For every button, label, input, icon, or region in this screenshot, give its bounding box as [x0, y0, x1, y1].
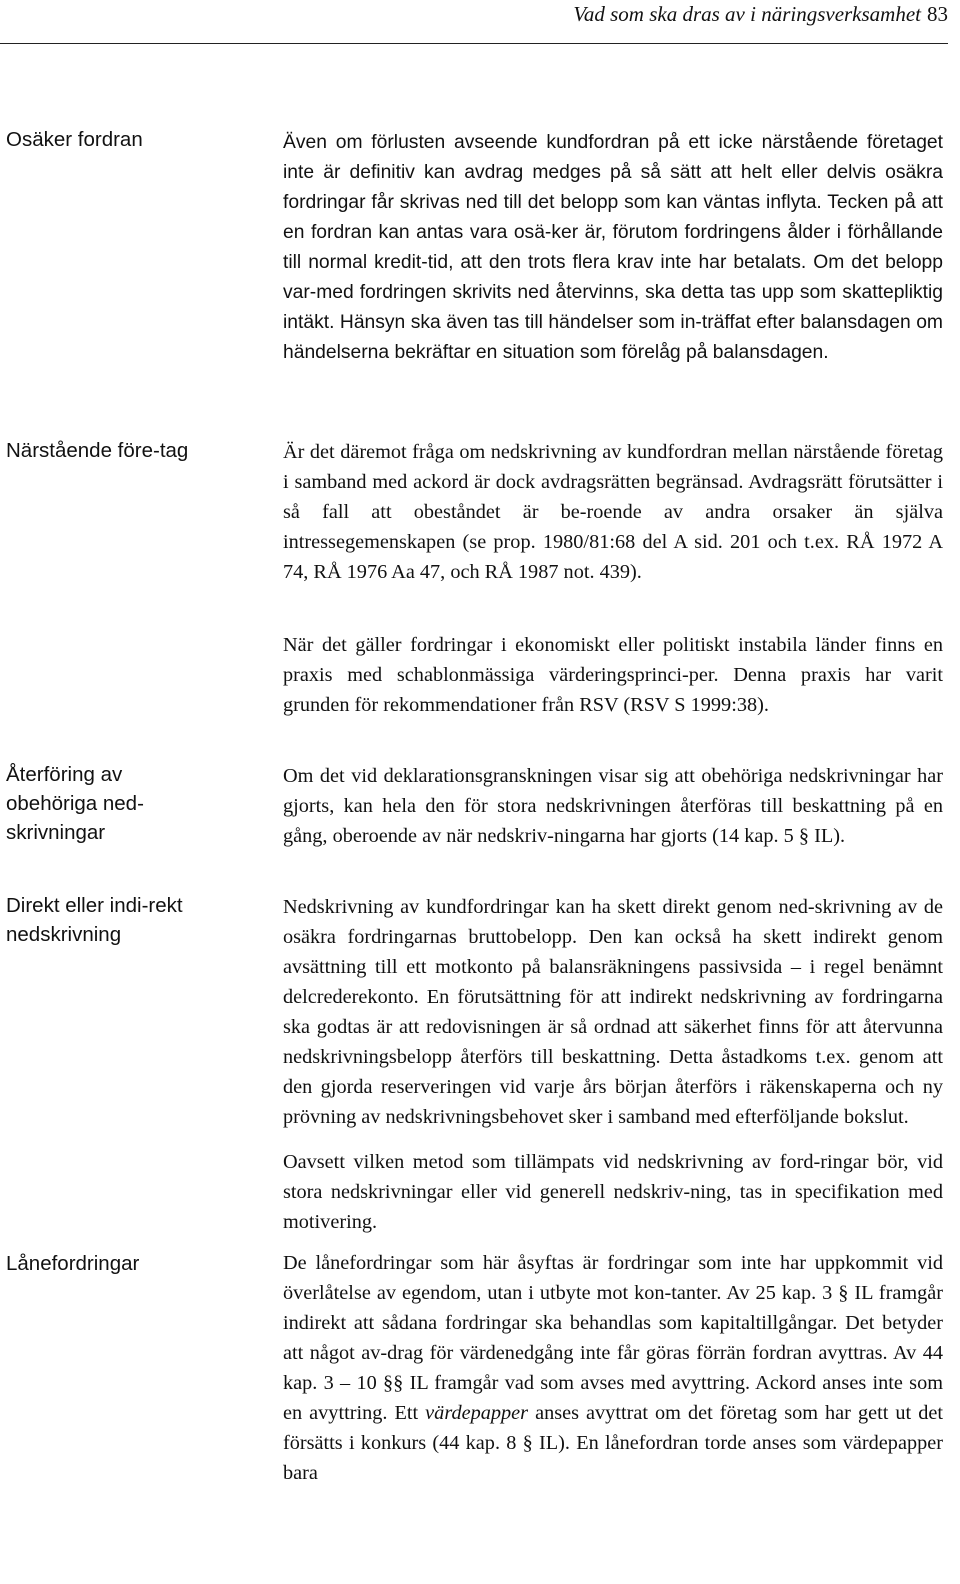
running-header [573, 1, 948, 27]
margin-heading-lanefordringar: Lånefordringar [6, 1252, 140, 1275]
running-title: Vad som ska dras av i näringsverksamhet [573, 2, 921, 26]
margin-heading-narstaende-foretag: Närstående före-tag [6, 439, 189, 462]
margin-heading-aterforing: Återföring av obehöriga ned-skrivningar [6, 763, 144, 844]
margin-heading-osaker-fordran: Osäker fordran [6, 128, 143, 151]
term-vardepapper: värdepapper [425, 1402, 529, 1424]
paragraph-specifikation: Oavsett vilken metod som tillämpats vid nedskrivning av ford-ringar bör, vid stora nedskrivningar eller vid generell nedskriv-ning, tas in specifikation med motivering. [283, 1151, 943, 1233]
paragraph-aterforing: Om det vid deklarationsgranskningen visar sig att obehöriga nedskrivningar har gjorts, kan hela den för stora nedskrivningen återföras till beskattning på en gång, oberoende av när nedskriv-ningarna har gjorts (14 kap. 5 § IL). [283, 765, 943, 847]
paragraph-lanefordringar-part1: De lånefordringar som här åsyftas är fordringar som inte har uppkommit vid överlåtelse av egendom, utan i utbyte mot kon-tanter. Av 25 kap. 3 § IL framgår indirekt att sådana fordringar ska behandlas som kapitaltillgångar. Det betyder att något av-drag för värdenedgång inte får göras förrän fordran avyttras. Av 44 kap. 3 – 10 §§ IL framgår vad som avses med avyttring. Ackord anses inte som en avyttring. Ett [283, 1252, 943, 1424]
page-number: 83 [927, 2, 948, 26]
header-rule [0, 43, 948, 44]
paragraph-osaker-fordran: Även om förlusten avseende kundfordran på ett icke närstående företaget inte är definitiv kan avdrag medges på så sätt att helt eller delvis osäkra fordringar får skrivas ned till det belopp som kan väntas inflyta. Tecken på att en fordran kan antas vara osä-ker är, förutom fordringens ålder i förhållande till normal kredit-tid, att den trots flera krav inte har betalats. Om det belopp var-med fordringen skrivits ned återvinns, ska detta tas upp som skattepliktig intäkt. Hänsyn ska även tas till händelser som in-träffat efter balansdagen om händelserna bekräftar en situation som förelåg på balansdagen. [283, 132, 943, 363]
paragraph-lanefordringar [283, 1248, 943, 1488]
paragraph-direkt-indirekt: Nedskrivning av kundfordringar kan ha skett direkt genom ned-skrivning av de osäkra fordringarnas bruttobelopp. Den kan också ha skett indirekt genom avsättning till ett motkonto på balansräkningens passivsida – i regel benämnt delcrederekonto. En förutsättning för att indirekt nedskrivning av fordringarna ska godtas är att redovisningen är så ordnad att säkerhet finns för att återvunna nedskrivningsbelopp återförs till beskattning. Detta åstadkoms t.ex. genom att den gjorda reserveringen vid varje års början återförs i räkenskaperna och ny prövning av nedskrivningsbehovet sker i samband med efterföljande bokslut. [283, 896, 943, 1128]
paragraph-lanefordringar-part2: anses avyttrat om det företag som har gett ut det försätts i konkurs (44 kap. 8 § IL). En lånefordran torde anses som värdepapper bara [283, 1402, 943, 1484]
margin-heading-direkt-indirekt: Direkt eller indi-rekt nedskrivning [6, 894, 183, 946]
paragraph-instabila-lander: När det gäller fordringar i ekonomiskt eller politiskt instabila länder finns en praxis med schablonmässiga värderingsprinci-per. Denna praxis har varit grunden för rekommendationer från RSV (RSV S 1999:38). [283, 634, 943, 716]
paragraph-narstaende-foretag: Är det däremot fråga om nedskrivning av kundfordran mellan närstående företag i samband med ackord är dock avdragsrätten begränsad. Avdragsrätt förutsätter i så fall att obeståndet är be-roende av andra orsaker än själva intressegemenskapen (se prop. 1980/81:68 del A sid. 201 och t.ex. RÅ 1972 A 74, RÅ 1976 Aa 47, och RÅ 1987 not. 439). [283, 441, 943, 583]
